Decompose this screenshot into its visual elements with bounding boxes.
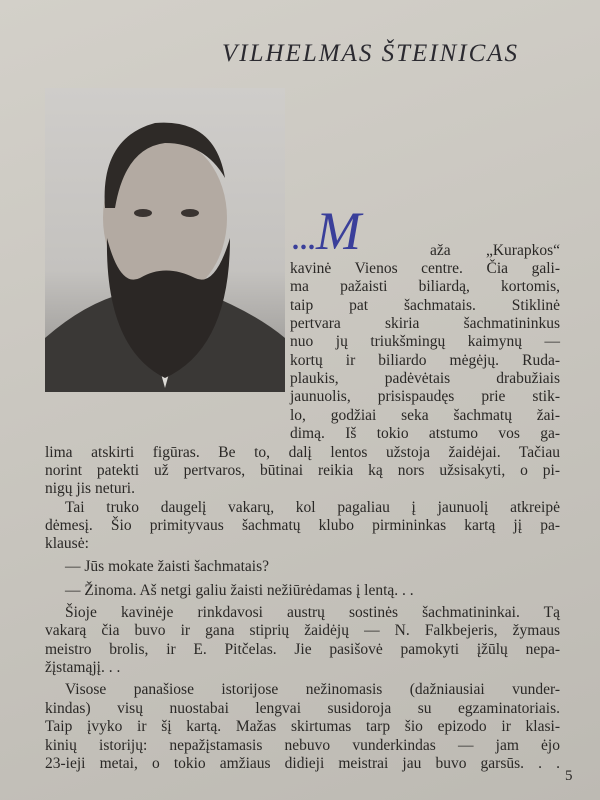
text-line: vakarą čia buvo ir gana stiprių žaidėjų — N. Falkbejeris, žymaus bbox=[45, 622, 560, 639]
text-line: jaunuolis, prisispaudęs prie stik- bbox=[290, 388, 560, 405]
text-line: kavinė Vienos centre. Čia gali- bbox=[290, 260, 560, 277]
text-line: dimą. Iš tokio atstumo vos ga- bbox=[290, 425, 560, 442]
drop-cap-letter: M bbox=[316, 201, 361, 261]
drop-cap bbox=[292, 201, 361, 261]
text-line: 23-ieji metai, o tokio amžiaus didieji meistrai jau buvo garsūs. . . bbox=[45, 755, 560, 772]
text-line: meistro brolis, ir E. Pitčelas. Jie pasišovė pamokyti įžūlų nepa- bbox=[45, 641, 560, 658]
text-line: kortų ir biliardo mėgėjų. Ruda- bbox=[290, 352, 560, 369]
text-line: ma pažaisti biliardą, kortomis, bbox=[290, 278, 560, 295]
text-line: — Žinoma. Aš netgi galiu žaisti nežiūrėdamas į lentą. . . bbox=[65, 582, 414, 599]
text-line: taip pat šachmatais. Stiklinė bbox=[290, 297, 560, 314]
text-line: — Jūs mokate žaisti šachmatais? bbox=[65, 558, 270, 575]
page-number: 5 bbox=[565, 768, 573, 784]
bearded-man-portrait bbox=[45, 88, 285, 392]
text-line: pertvara skiria šachmatininkus bbox=[290, 315, 560, 332]
text-line: kinių istorijų: nepažįstamasis nebuvo vunderkindas — jam ėjo bbox=[45, 737, 560, 754]
text-line: klausė: bbox=[45, 535, 89, 552]
portrait-photo bbox=[45, 88, 285, 392]
text-line: lo, godžiai seka šachmatų žai- bbox=[290, 407, 560, 424]
text-line: norint patekti už pertvaros, būtinai reikia ką nors užsisakyti, o pi- bbox=[45, 462, 560, 479]
text-line: Visose panašiose istorijose nežinomasis (dažniausiai vunder- bbox=[65, 681, 560, 698]
text-line: kindas) visų nuostabai lengvai susidoroja su egzaminatoriais. bbox=[45, 700, 560, 717]
text-line: Tai truko daugelį vakarų, kol pagaliau į jaunuolį atkreipė bbox=[65, 499, 560, 516]
text-line: Taip įvyko ir šį kartą. Mažas skirtumas tarp šio epizodo ir klasi- bbox=[45, 718, 560, 735]
text-line: Šioje kavinėje rinkdavosi austrų sostinės šachmatininkai. Tą bbox=[65, 604, 560, 621]
text-line: žįstamąjį. . . bbox=[45, 659, 121, 676]
text-line: dėmesį. Šio primityvaus šachmatų klubo pirmininkas kartą jį pa- bbox=[45, 517, 560, 534]
chapter-title: VILHELMAS ŠTEINICAS bbox=[222, 40, 520, 67]
text-line: nuo jų triukšmingų kaimynų — bbox=[290, 333, 560, 350]
text-line: plaukis, padėvėtais drabužiais bbox=[290, 370, 560, 387]
text-line: aža „Kurapkos“ bbox=[430, 242, 560, 259]
text-line: lima atskirti figūras. Be to, dalį lentos užstoja žaidėjai. Tačiau bbox=[45, 444, 560, 461]
ellipsis: ... bbox=[292, 225, 316, 256]
text-line: nigų jis neturi. bbox=[45, 480, 135, 497]
